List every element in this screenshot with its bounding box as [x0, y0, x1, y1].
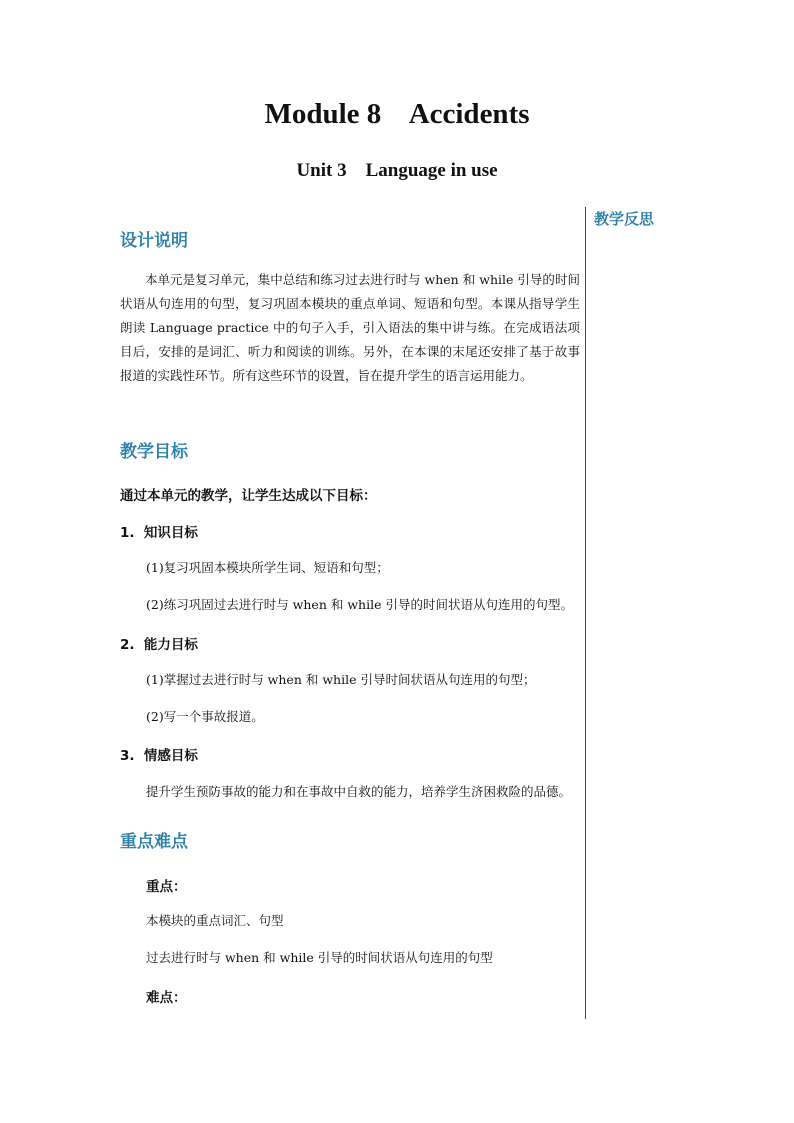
design-heading: 设计说明	[120, 231, 188, 251]
design-paragraph: 本单元是复习单元，集中总结和练习过去进行时与 when 和 while 引导的时间状语从句连用的句型，复习巩固本模块的重点单词、短语和句型。本课从指导学生朗读 Language practice 中的句子入手，引入语法的集中讲与练。在完成语法项目后，安排的是词汇、听力和阅读的训练。另外，在本课的末尾还安排了基于故事报道的实践性环节。所有这些环节的设置，旨在提升学生的语言运用能力。	[120, 272, 580, 383]
ability-goal-1: (1)掌握过去进行时与 when 和 while 引导时间状语从句连用的句型；	[146, 672, 536, 687]
unit-title: Unit 3 Language in use	[296, 160, 498, 181]
emotion-goal-title: 3. 情感目标	[120, 748, 198, 764]
ability-goal-title: 2. 能力目标	[120, 637, 198, 653]
goals-intro: 通过本单元的教学，让学生达成以下目标：	[120, 488, 377, 504]
module-title: Module 8 Accidents	[264, 98, 530, 130]
ability-goal-2: (2)写一个事故报道。	[146, 709, 264, 724]
column-divider	[585, 207, 586, 1019]
knowledge-goal-1: (1)复习巩固本模块所学生词、短语和句型；	[146, 560, 389, 575]
key-label: 重点：	[146, 879, 187, 895]
key-point-1: 本模块的重点词汇、句型	[146, 913, 284, 928]
knowledge-goal-title: 1. 知识目标	[120, 525, 198, 541]
goals-heading: 教学目标	[120, 442, 188, 462]
key-point-2: 过去进行时与 when 和 while 引导的时间状语从句连用的句型	[146, 950, 493, 965]
knowledge-goal-2: (2)练习巩固过去进行时与 when 和 while 引导的时间状语从句连用的句型。	[146, 597, 573, 612]
reflection-heading: 教学反思	[594, 210, 655, 228]
keypoints-heading: 重点难点	[120, 832, 188, 852]
difficult-label: 难点：	[146, 990, 187, 1006]
emotion-goal-1: 提升学生预防事故的能力和在事故中自救的能力，培养学生济困救险的品德。	[146, 784, 572, 799]
